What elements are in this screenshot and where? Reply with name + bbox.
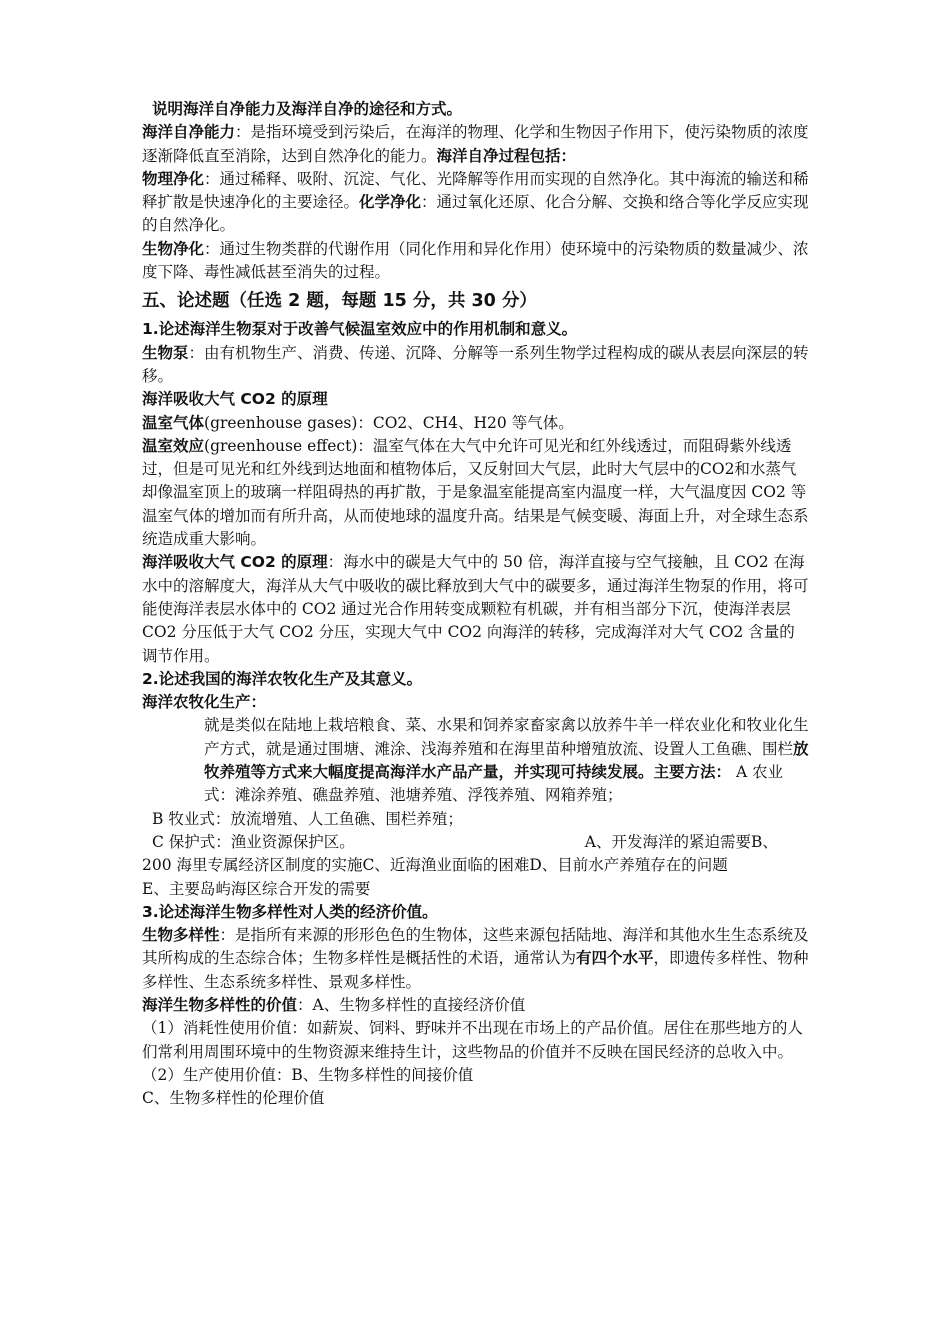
text: ：通过氧化还原、化合分解、交换和络合等化学反应实现的自然净化。 [142,193,809,235]
s1-para-2 [142,168,810,238]
q2-title: 2.论述我国的海洋农牧化生产及其意义。 [142,669,423,688]
text: ：A、生物多样性的直接经济价值 [297,995,526,1014]
term: 生物净化 [142,239,205,258]
text: ，即遗传多样性、物种多样性、生态系统多样性、景观多样性。 [142,949,809,991]
q2-para-2: B 牧业式：放流增殖、人工鱼礁、围栏养殖； [152,809,463,828]
term: 海洋自净能力 [142,123,236,142]
q2-sub: 海洋农牧化生产： [142,693,267,712]
q1-principle-title: 海洋吸收大气 CO2 的原理 [142,390,328,409]
text: A 农业式：滩涂养殖、礁盘养殖、池塘养殖、浮筏养殖、网箱养殖； [204,763,784,805]
text: ：通过稀释、吸附、沉淀、气化、光降解等作用而实现的自然净化。其中海流的输送和稀释扩散是快速净化的主要途径。 [142,169,809,212]
text: ：海水中的碳是大气中的 50 倍，海洋直接与空气接触，且 CO2 在海水中的溶解度大，海洋从大气中吸收的碳比释放到大气中的碳要多，通过海洋生物泵的作用，将可能使海洋表层水体中的 CO2 通过光合作用转变成颗粒有机碳，并有相当部分下沉，使海洋表层 CO2 分压低于大气 CO2 分压，实现大气中 CO2 向海洋的转移，完成海洋对大气 CO2 含量的调节作用。 [142,553,809,665]
section-heading: 五、论述题（任选 2 题，每题 15 分，共 30 分） [142,291,537,312]
text: (greenhouse gases)：CO2、CH4、H20 等气体。 [204,413,574,432]
term: 有四个水平 [576,949,654,968]
text: ：通过生物类群的代谢作用（同化作用和异化作用）使环境中的污染物质的数量减少、浓度下降、毒性减低甚至消失的过程。 [142,239,809,282]
term: 生物泵 [142,343,189,362]
q2-para-4: 200 海里专属经济区制度的实施C、近海渔业面临的困难D、目前水产养殖存在的问题 [142,856,728,875]
term: 生物多样性 [142,926,220,945]
q1-pump [142,342,810,389]
q2-para-3 [142,831,810,854]
q1-title: 1.论述海洋生物泵对于改善气候温室效应中的作用机制和意义。 [142,320,578,339]
q3-c3: C、生物多样性的伦理价值 [142,1089,325,1108]
q3-title: 3.论述海洋生物多样性对人类的经济价值。 [142,902,438,921]
text: ：是指所有来源的形形色色的生物体，这些来源包括陆地、海洋和其他水生生态系统及其所构成的生态综合体；生物多样性是概括性的术语，通常认为 [142,926,809,968]
term: 化学净化 [359,193,422,212]
term: 放牧养殖等方式来大幅度提高海洋水产品产量，并实现可持续发展。主要方法： [204,739,809,782]
text: 就是类似在陆地上栽培粮食、菜、水果和饲养家畜家禽以放养牛羊一样农业化和牧业化生产方式，就是通过围塘、滩涂、浅海养殖和在海里苗种增殖放流、设置人工鱼礁、围栏 [204,716,809,758]
s1-para-1 [142,121,810,168]
q3-value [142,994,810,1017]
term: 物理净化 [142,169,205,188]
q3-c2: （2）生产使用价值：B、生物多样性的间接价值 [142,1065,474,1084]
q3-c1: （1）消耗性使用价值：如薪炭、饲料、野味并不出现在市场上的产品价值。居住在那些地方的人们常利用周围环境中的生物资源来维持生计，这些物品的价值并不反映在国民经济的总收入中。 [142,1019,803,1061]
q1-greenhouse-effect [142,435,810,551]
term: 温室气体 [142,413,205,432]
text: ：是指环境受到污染后，在海洋的物理、化学和生物因子作用下，使污染物质的浓度逐渐降低直至消除，达到自然净化的能力。 [142,123,809,165]
q1-ghg [142,412,810,435]
term: 海洋生物多样性的价值 [142,995,298,1014]
text: (greenhouse effect)：温室气体在大气中允许可见光和红外线透过，而阻碍紫外线透过，但是可见光和红外线到达地面和植物体后，又反射回大气层，此时大气层中的CO2和水蒸气却像温室顶上的玻璃一样阻碍热的再扩散，于是象温室能提高室内温度一样，大气温度因 CO2 等温室气体的增加而有所升高，从而使地球的温度升高。结果是气候变暖、海面上升，对全球生态系统造成重大影响。 [142,436,809,549]
q1-absorption [142,551,810,667]
q2-para-1 [142,714,810,807]
s1-question: 说明海洋自净能力及海洋自净的途径和方式。 [152,100,463,118]
s1-para-3 [142,238,810,285]
q3-bio [142,924,810,994]
text: A、开发海洋的紧迫需要B、 [584,832,778,851]
text: C 保护式：渔业资源保护区。 [152,832,355,851]
term: 海洋自净过程包括： [436,146,577,165]
term: 温室效应 [142,436,205,455]
term: 海洋吸收大气 CO2 的原理 [142,553,328,572]
text: ：由有机物生产、消费、传递、沉降、分解等一系列生物学过程构成的碳从表层向深层的转移。 [142,343,809,385]
q2-para-5: E、主要岛屿海区综合开发的需要 [142,879,371,898]
